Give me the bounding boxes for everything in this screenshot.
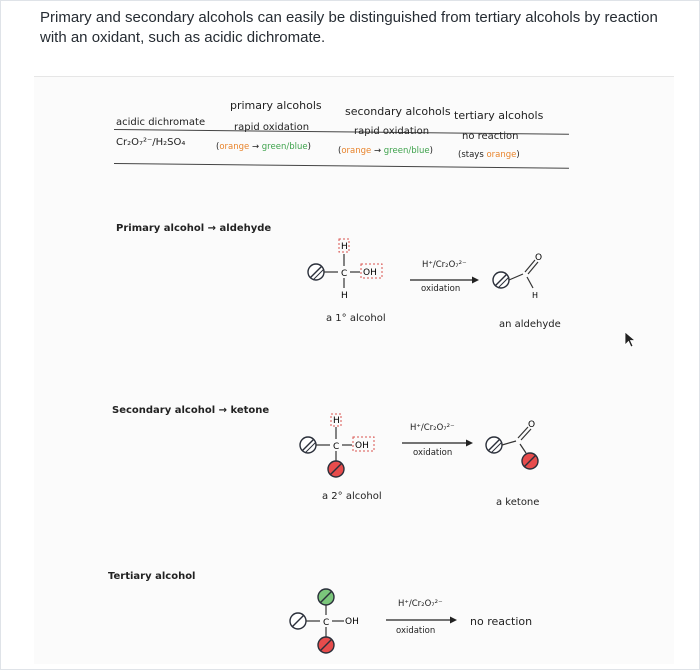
ketone-structure bbox=[482, 420, 552, 478]
r-group-icon bbox=[522, 453, 538, 469]
tertiary-heading: Tertiary alcohol bbox=[108, 571, 196, 582]
r-group-icon bbox=[318, 637, 334, 653]
r-group-icon bbox=[493, 272, 509, 288]
atom-o: O bbox=[535, 253, 543, 263]
atom-h-bottom: H bbox=[341, 291, 348, 301]
table-bottom-line bbox=[114, 163, 569, 169]
tertiary-color-change: (stays orange) bbox=[458, 150, 520, 160]
r-group-icon bbox=[308, 264, 324, 280]
atom-o: O bbox=[528, 420, 536, 430]
primary-result: rapid oxidation bbox=[234, 122, 310, 133]
secondary-reaction-arrow bbox=[402, 438, 474, 448]
tertiary-reaction-arrow bbox=[386, 615, 458, 625]
primary-heading: Primary alcohol → aldehyde bbox=[116, 223, 272, 234]
cursor-arrow-icon bbox=[624, 331, 638, 349]
atom-h-top: H bbox=[341, 242, 348, 252]
tertiary-reagent: H⁺/Cr₂O₇²⁻ bbox=[398, 599, 443, 609]
atom-c: C bbox=[323, 618, 330, 628]
reagent-label: acidic dichromate bbox=[116, 117, 206, 128]
primary-alcohol-structure bbox=[304, 232, 394, 317]
atom-oh: OH bbox=[363, 268, 377, 278]
secondary-reactant-label: a 2° alcohol bbox=[322, 491, 382, 502]
secondary-reagent: H⁺/Cr₂O₇²⁻ bbox=[410, 423, 455, 433]
r-group-icon bbox=[486, 437, 502, 453]
secondary-color-change: (orange → green/blue) bbox=[338, 146, 433, 156]
question-text: Primary and secondary alcohols can easily be distinguished from tertiary alcohols by reaction with an oxidant, such as acidic dichromate. bbox=[40, 9, 658, 46]
primary-reactant-label: a 1° alcohol bbox=[326, 313, 386, 324]
atom-oh: OH bbox=[345, 617, 359, 627]
primary-condition: oxidation bbox=[421, 284, 461, 294]
atom-c: C bbox=[341, 269, 348, 279]
secondary-alcohol-structure bbox=[296, 409, 386, 484]
aldehyde-structure bbox=[489, 252, 559, 307]
r-group-icon bbox=[328, 461, 344, 477]
secondary-result: rapid oxidation bbox=[354, 126, 430, 137]
note-image bbox=[34, 76, 674, 664]
atom-oh: OH bbox=[355, 441, 369, 451]
primary-reagent: H⁺/Cr₂O₇²⁻ bbox=[422, 260, 467, 270]
atom-h: H bbox=[532, 291, 539, 300]
primary-product-label: an aldehyde bbox=[499, 319, 561, 330]
reagent-formula: Cr₂O₇²⁻/H₂SO₄ bbox=[116, 137, 186, 148]
atom-h: H bbox=[333, 416, 340, 426]
tertiary-condition: oxidation bbox=[396, 626, 436, 636]
atom-c: C bbox=[333, 442, 340, 452]
tertiary-result: no reaction bbox=[470, 615, 533, 628]
secondary-condition: oxidation bbox=[413, 448, 453, 458]
tertiary-alcohol-structure bbox=[286, 585, 376, 665]
primary-color-change: (orange → green/blue) bbox=[216, 142, 311, 152]
secondary-product-label: a ketone bbox=[496, 497, 540, 508]
secondary-heading: Secondary alcohol → ketone bbox=[112, 405, 270, 416]
r-group-icon bbox=[300, 437, 316, 453]
r-group-icon bbox=[290, 613, 306, 629]
header-primary-alcohols: primary alcohols bbox=[230, 99, 322, 112]
r-group-icon bbox=[318, 589, 334, 605]
header-tertiary-alcohols: tertiary alcohols bbox=[454, 109, 544, 122]
tertiary-result: no reaction bbox=[462, 131, 519, 142]
header-secondary-alcohols: secondary alcohols bbox=[345, 105, 451, 118]
